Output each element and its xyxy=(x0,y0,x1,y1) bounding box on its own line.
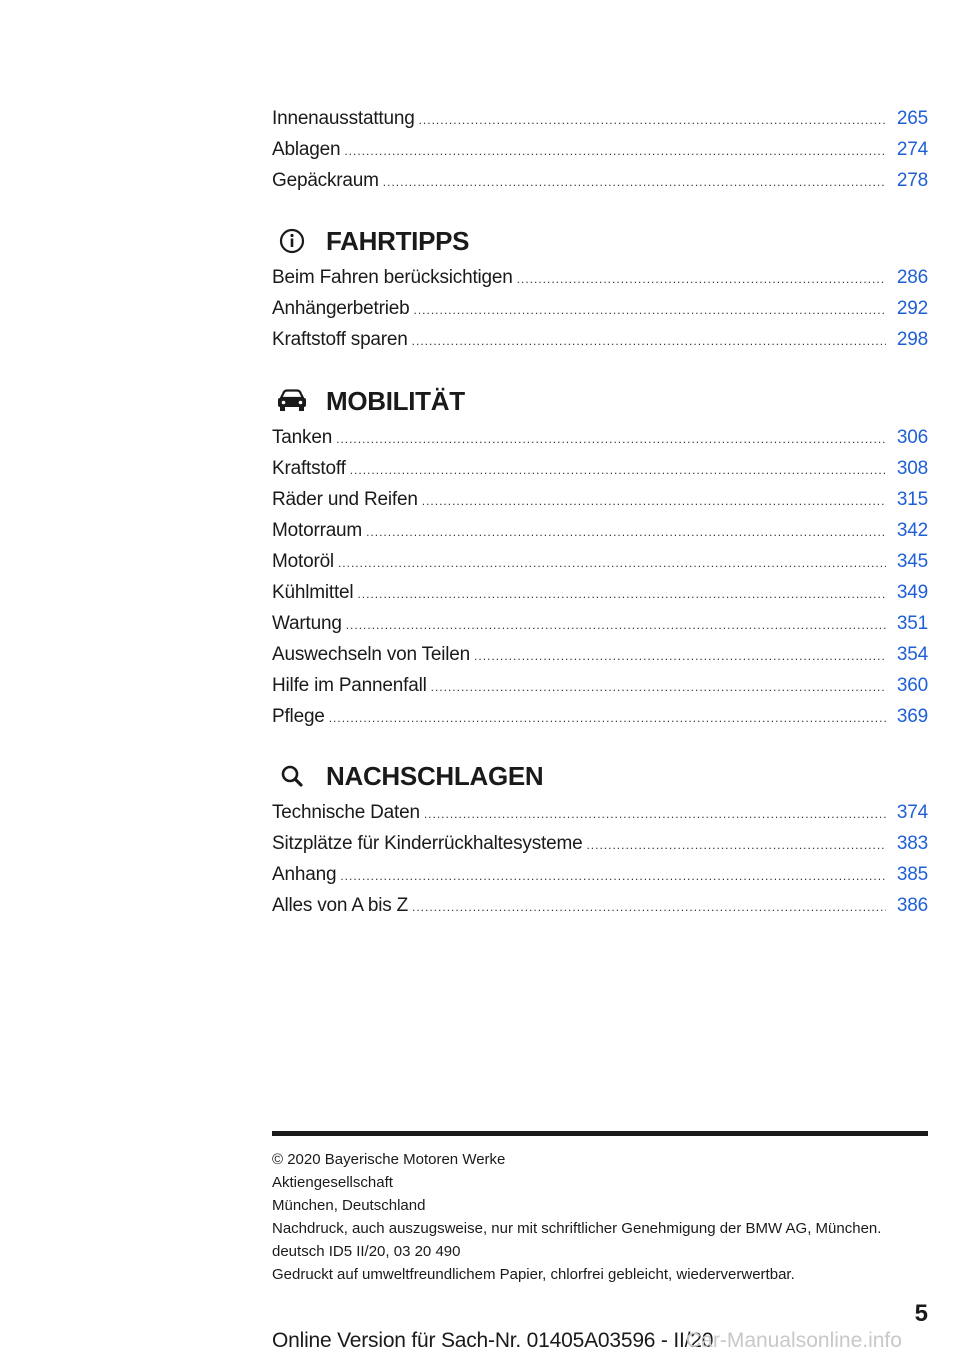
leader-dots xyxy=(383,167,886,198)
toc-entry-title: Motorraum xyxy=(272,520,363,541)
toc-entry-title: Motoröl xyxy=(272,551,334,572)
section-title: FAHRTIPPS xyxy=(326,225,470,256)
toc-entry-title: Beim Fahren berücksichtigen xyxy=(272,267,513,288)
toc-entry-title: Kühlmittel xyxy=(272,582,354,603)
toc-page-link[interactable]: 354 xyxy=(896,644,928,665)
car-icon xyxy=(272,385,312,417)
search-icon xyxy=(272,760,312,792)
leader-dots xyxy=(474,641,886,672)
toc-entry[interactable] xyxy=(272,103,928,134)
toc-entry[interactable] xyxy=(272,165,928,196)
toc-group-interior xyxy=(272,103,928,196)
leader-dots xyxy=(366,517,886,548)
section-title: MOBILITÄT xyxy=(326,385,465,416)
toc-entry-title: Pflege xyxy=(272,706,325,727)
leader-dots xyxy=(336,424,886,455)
toc-entry[interactable] xyxy=(272,134,928,165)
toc-entry[interactable] xyxy=(272,890,928,921)
section-title: NACHSCHLAGEN xyxy=(326,760,544,791)
toc-entry[interactable] xyxy=(272,546,928,577)
toc-entry[interactable] xyxy=(272,701,928,732)
toc-page-link[interactable]: 292 xyxy=(896,298,928,319)
toc-page-link[interactable]: 315 xyxy=(896,489,928,510)
toc-page-link[interactable]: 345 xyxy=(896,551,928,572)
toc-entry-title: Technische Daten xyxy=(272,802,420,823)
toc-page-link[interactable]: 278 xyxy=(896,170,928,191)
watermark: Car-Manualsonline.info xyxy=(686,1329,902,1352)
toc-entry-title: Sitzplätze für Kinderrückhaltesysteme xyxy=(272,833,583,854)
imprint-line: Gedruckt auf umweltfreundlichem Papier, chlorfrei gebleicht, wiederverwertbar. xyxy=(272,1266,795,1283)
leader-dots xyxy=(517,264,886,295)
imprint-divider xyxy=(272,1131,928,1136)
toc-entry-title: Alles von A bis Z xyxy=(272,895,409,916)
toc-entry[interactable] xyxy=(272,515,928,546)
toc-entry-title: Hilfe im Pannenfall xyxy=(272,675,427,696)
toc-entry[interactable] xyxy=(272,324,928,355)
toc-entry-title: Kraftstoff sparen xyxy=(272,329,408,350)
toc-section-fahrtipps xyxy=(272,221,928,355)
imprint-line: Aktiengesellschaft xyxy=(272,1174,393,1191)
leader-dots xyxy=(412,892,886,923)
section-heading xyxy=(272,221,928,261)
toc-entry[interactable] xyxy=(272,639,928,670)
toc-entry-title: Innenausstattung xyxy=(272,108,415,129)
toc-page-link[interactable]: 286 xyxy=(896,267,928,288)
leader-dots xyxy=(338,548,886,579)
leader-dots xyxy=(586,830,886,861)
toc-page-link[interactable]: 274 xyxy=(896,139,928,160)
section-heading xyxy=(272,381,928,421)
toc-entry[interactable] xyxy=(272,859,928,890)
leader-dots xyxy=(350,455,886,486)
toc-page-link[interactable]: 374 xyxy=(896,802,928,823)
toc-page-link[interactable]: 360 xyxy=(896,675,928,696)
leader-dots xyxy=(414,295,887,326)
leader-dots xyxy=(412,326,886,357)
leader-dots xyxy=(431,672,886,703)
info-icon xyxy=(272,225,312,257)
toc-entry[interactable] xyxy=(272,828,928,859)
toc-entry[interactable] xyxy=(272,262,928,293)
toc-page-link[interactable]: 306 xyxy=(896,427,928,448)
leader-dots xyxy=(419,105,886,136)
imprint-line: deutsch ID5 II/20, 03 20 490 xyxy=(272,1243,461,1260)
toc-entry-title: Auswechseln von Teilen xyxy=(272,644,471,665)
toc-section-nachschlagen xyxy=(272,756,928,921)
toc-page-link[interactable]: 265 xyxy=(896,108,928,129)
toc-page-link[interactable]: 308 xyxy=(896,458,928,479)
imprint-line: © 2020 Bayerische Motoren Werke xyxy=(272,1151,506,1168)
page-number: 5 xyxy=(914,1300,928,1327)
leader-dots xyxy=(422,486,886,517)
leader-dots xyxy=(340,861,886,892)
toc-page-link[interactable]: 386 xyxy=(896,895,928,916)
footer-version-text: Online Version für Sach-Nr. 01405A03596 - II/20 xyxy=(272,1329,714,1352)
toc-entry[interactable] xyxy=(272,453,928,484)
section-heading xyxy=(272,756,928,796)
leader-dots xyxy=(346,610,886,641)
toc-page-link[interactable]: 369 xyxy=(896,706,928,727)
leader-dots xyxy=(344,136,886,167)
toc-page-link[interactable]: 385 xyxy=(896,864,928,885)
toc-entry-title: Räder und Reifen xyxy=(272,489,418,510)
toc-entry-title: Anhängerbetrieb xyxy=(272,298,410,319)
toc-entry-title: Ablagen xyxy=(272,139,341,160)
toc-entry-title: Gepäckraum xyxy=(272,170,379,191)
toc-page-link[interactable]: 383 xyxy=(896,833,928,854)
toc-entry[interactable] xyxy=(272,484,928,515)
toc-entry-title: Kraftstoff xyxy=(272,458,346,479)
leader-dots xyxy=(424,799,886,830)
toc-page-link[interactable]: 342 xyxy=(896,520,928,541)
toc-entry[interactable] xyxy=(272,577,928,608)
toc-entry-title: Wartung xyxy=(272,613,342,634)
leader-dots xyxy=(329,703,886,734)
toc-entry-title: Tanken xyxy=(272,427,333,448)
toc-entry-title: Anhang xyxy=(272,864,337,885)
imprint-line: München, Deutschland xyxy=(272,1197,426,1214)
toc-entry[interactable] xyxy=(272,670,928,701)
toc-page-link[interactable]: 349 xyxy=(896,582,928,603)
toc-entry[interactable] xyxy=(272,422,928,453)
toc-section-mobilitaet xyxy=(272,381,928,732)
leader-dots xyxy=(357,579,886,610)
toc-entry[interactable] xyxy=(272,608,928,639)
imprint-line: Nachdruck, auch auszugsweise, nur mit schriftlicher Genehmigung der BMW AG, München. xyxy=(272,1220,882,1237)
toc-page-link[interactable]: 298 xyxy=(896,329,928,350)
imprint-block xyxy=(272,1148,932,1286)
toc-entry[interactable] xyxy=(272,293,928,324)
toc-entry[interactable] xyxy=(272,797,928,828)
toc-page-link[interactable]: 351 xyxy=(896,613,928,634)
